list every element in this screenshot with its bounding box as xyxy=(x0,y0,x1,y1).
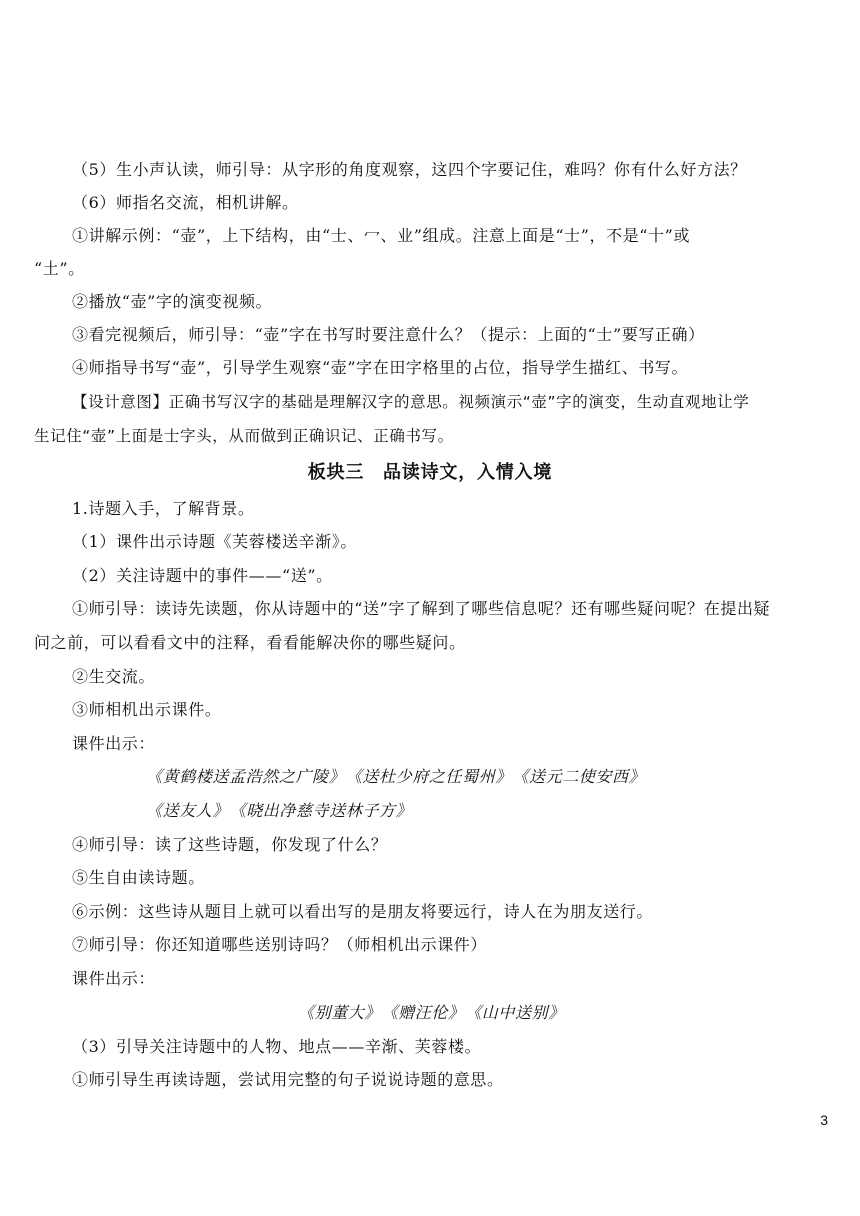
section-guide-line1: ①师引导：读诗先读题，你从诗题中的“送”字了解到了哪些信息呢？还有哪些疑问呢？在提出疑 xyxy=(72,599,771,618)
paragraph-example-2: ②播放“壶”字的演变视频。 xyxy=(72,292,273,311)
section-guide-discovery: ④师引导：读了这些诗题，你发现了什么？ xyxy=(72,835,388,854)
section-free-read: ⑤生自由读诗题。 xyxy=(72,868,205,887)
paragraph-step-5: （5）生小声认读，师引导：从字形的角度观察，这四个字要记住，难吗？你有什么好方法？ xyxy=(72,160,747,179)
paragraph-example-1-line2: “土”。 xyxy=(34,259,85,278)
section-show-courseware: ③师相机出示课件。 xyxy=(72,700,222,719)
paragraph-example-3: ③看完视频后，师引导：“壶”字在书写时要注意什么？（提示：上面的“士”要写正确） xyxy=(72,325,705,344)
paragraph-example-4: ④师指导书写“壶”，引导学生观察“壶”字在田字格里的占位，指导学生描红、书写。 xyxy=(72,358,689,377)
courseware-label-2: 课件出示： xyxy=(72,969,156,988)
courseware-poems-line1: 《黄鹤楼送孟浩然之广陵》 《送杜少府之任蜀州》 《送元二使安西》 xyxy=(146,767,646,786)
section-step-1-2: （2）关注诗题中的事件——“送”。 xyxy=(72,566,333,585)
section-title: 板块三 品读诗文，入情入境 xyxy=(307,462,553,483)
courseware-label-1: 课件出示： xyxy=(72,734,156,753)
section-discussion: ②生交流。 xyxy=(72,667,156,686)
design-intent-line2: 生记住“壶”上面是士字头，从而做到正确识记、正确书写。 xyxy=(34,427,454,445)
courseware-poems-line3: 《别董大》 《赠汪伦》 《山中送别》 xyxy=(298,1003,565,1022)
design-intent-line1: 【设计意图】正确书写汉字的基础是理解汉字的意思。视频演示“壶”字的演变，生动直观地让学 xyxy=(72,393,750,411)
section-step-1: 1.诗题入手，了解背景。 xyxy=(72,499,255,518)
paragraph-example-1-line1: ①讲解示例：“壶”，上下结构，由“士、冖、业”组成。注意上面是“士”，不是“十”或 xyxy=(72,226,691,245)
page-number: 3 xyxy=(820,1112,828,1128)
courseware-poems-line2: 《送友人》 《晓出净慈寺送林子方》 xyxy=(146,801,413,820)
section-guide-line2: 问之前，可以看看文中的注释，看看能解决你的哪些疑问。 xyxy=(34,633,466,652)
section-step-1-3: （3）引导关注诗题中的人物、地点——辛渐、芙蓉楼。 xyxy=(72,1037,482,1056)
section-reread: ①师引导生再读诗题，尝试用完整的句子说说诗题的意思。 xyxy=(72,1070,504,1089)
paragraph-step-6: （6）师指名交流，相机讲解。 xyxy=(72,193,299,212)
section-step-1-1: （1）课件出示诗题《芙蓉楼送辛渐》。 xyxy=(72,532,357,551)
section-example: ⑥示例：这些诗从题目上就可以看出写的是朋友将要远行，诗人在为朋友送行。 xyxy=(72,902,654,921)
section-guide-more-poems: ⑦师引导：你还知道哪些送别诗吗？（师相机出示课件） xyxy=(72,935,488,954)
